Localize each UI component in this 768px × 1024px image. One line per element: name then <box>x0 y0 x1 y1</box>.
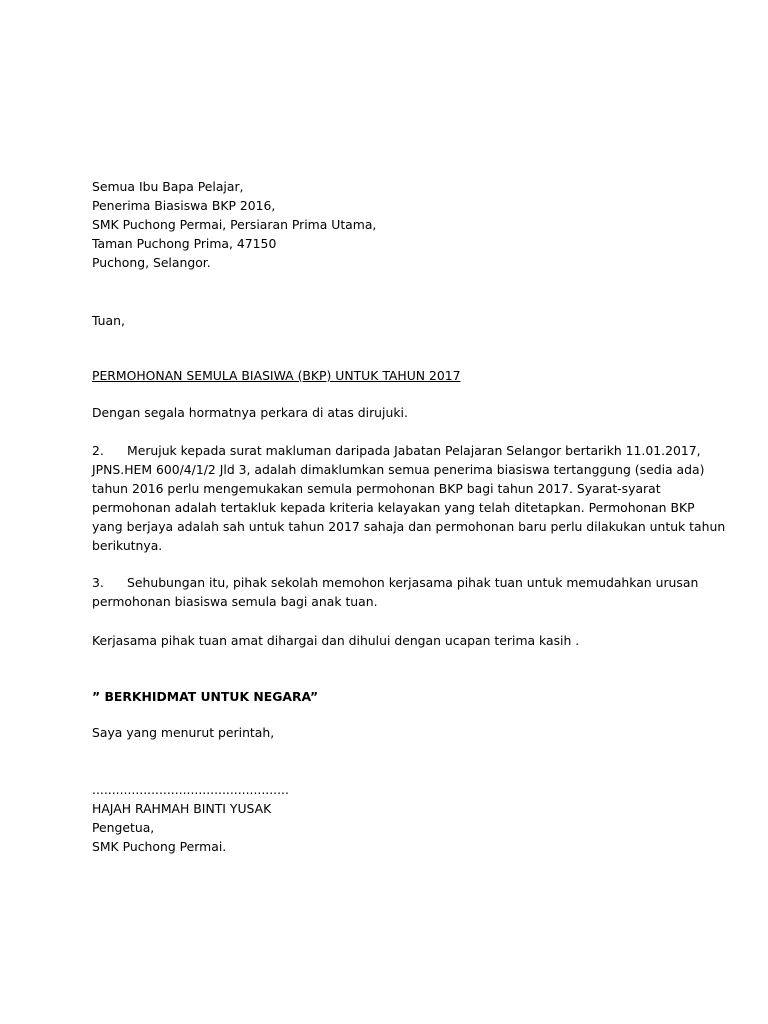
paragraph-2 <box>92 441 726 555</box>
paragraph-2-line: yang berjaya adalah sah untuk tahun 2017 sahaja dan permohonan baru perlu dilakukan untuk tahun <box>92 519 726 534</box>
address-line: Puchong, Selangor. <box>92 255 211 270</box>
paragraph-2-line: JPNS.HEM 600/4/1/2 Jld 3, adalah dimaklumkan semua penerima biasiswa tertanggung (sedia ada) <box>92 462 705 477</box>
subject-text: PERMOHONAN SEMULA BIASIWA (BKP) UNTUK TAHUN 2017 <box>92 368 461 383</box>
paragraph-3-first-line: Sehubungan itu, pihak sekolah memohon kerjasama pihak tuan untuk memudahkan urusan <box>127 575 699 590</box>
signatory-title: Pengetua, <box>92 820 155 835</box>
salutation-text: Tuan, <box>92 313 125 328</box>
paragraph-3-line: permohonan biasiswa semula bagi anak tuan. <box>92 594 378 609</box>
paragraph-number: 3. <box>92 575 104 590</box>
address-line: Semua Ibu Bapa Pelajar, <box>92 179 244 194</box>
paragraph-2-line <box>92 441 701 460</box>
paragraph-3 <box>92 573 699 611</box>
paragraph-2-line: tahun 2016 perlu mengemukakan semula permohonan BKP bagi tahun 2017. Syarat-syarat <box>92 481 661 496</box>
signature-dotted-line: .................................................. <box>92 782 289 797</box>
motto <box>92 687 692 706</box>
paragraph-number: 2. <box>92 443 104 458</box>
signatory-school: SMK Puchong Permai. <box>92 839 227 854</box>
subject-line <box>92 366 692 385</box>
closing-thanks <box>92 631 692 650</box>
paragraph-3-line <box>92 573 699 592</box>
paragraph-2-line: permohonan adalah tertakluk kepada kriteria kelayakan yang telah ditetapkan. Permohonan BKP <box>92 500 695 515</box>
paragraph-2-line: berikutnya. <box>92 538 163 553</box>
opening-sentence <box>92 403 692 422</box>
address-line: Taman Puchong Prima, 47150 <box>92 236 277 251</box>
salutation <box>92 311 692 330</box>
sign-off-text: Saya yang menurut perintah, <box>92 725 275 740</box>
paragraph-2-first-line: Merujuk kepada surat makluman daripada Jabatan Pelajaran Selangor bertarikh 11.01.2017, <box>127 443 701 458</box>
closing-thanks-text: Kerjasama pihak tuan amat dihargai dan dihului dengan ucapan terima kasih . <box>92 633 580 648</box>
motto-text: ” BERKHIDMAT UNTUK NEGARA” <box>92 689 319 704</box>
signatory-name: HAJAH RAHMAH BINTI YUSAK <box>92 801 272 816</box>
opening-text: Dengan segala hormatnya perkara di atas dirujuki. <box>92 405 408 420</box>
address-line: Penerima Biasiswa BKP 2016, <box>92 198 276 213</box>
signature-block <box>92 780 692 856</box>
address-line: SMK Puchong Permai, Persiaran Prima Utama, <box>92 217 377 232</box>
sign-off <box>92 723 692 742</box>
recipient-address <box>92 177 692 272</box>
